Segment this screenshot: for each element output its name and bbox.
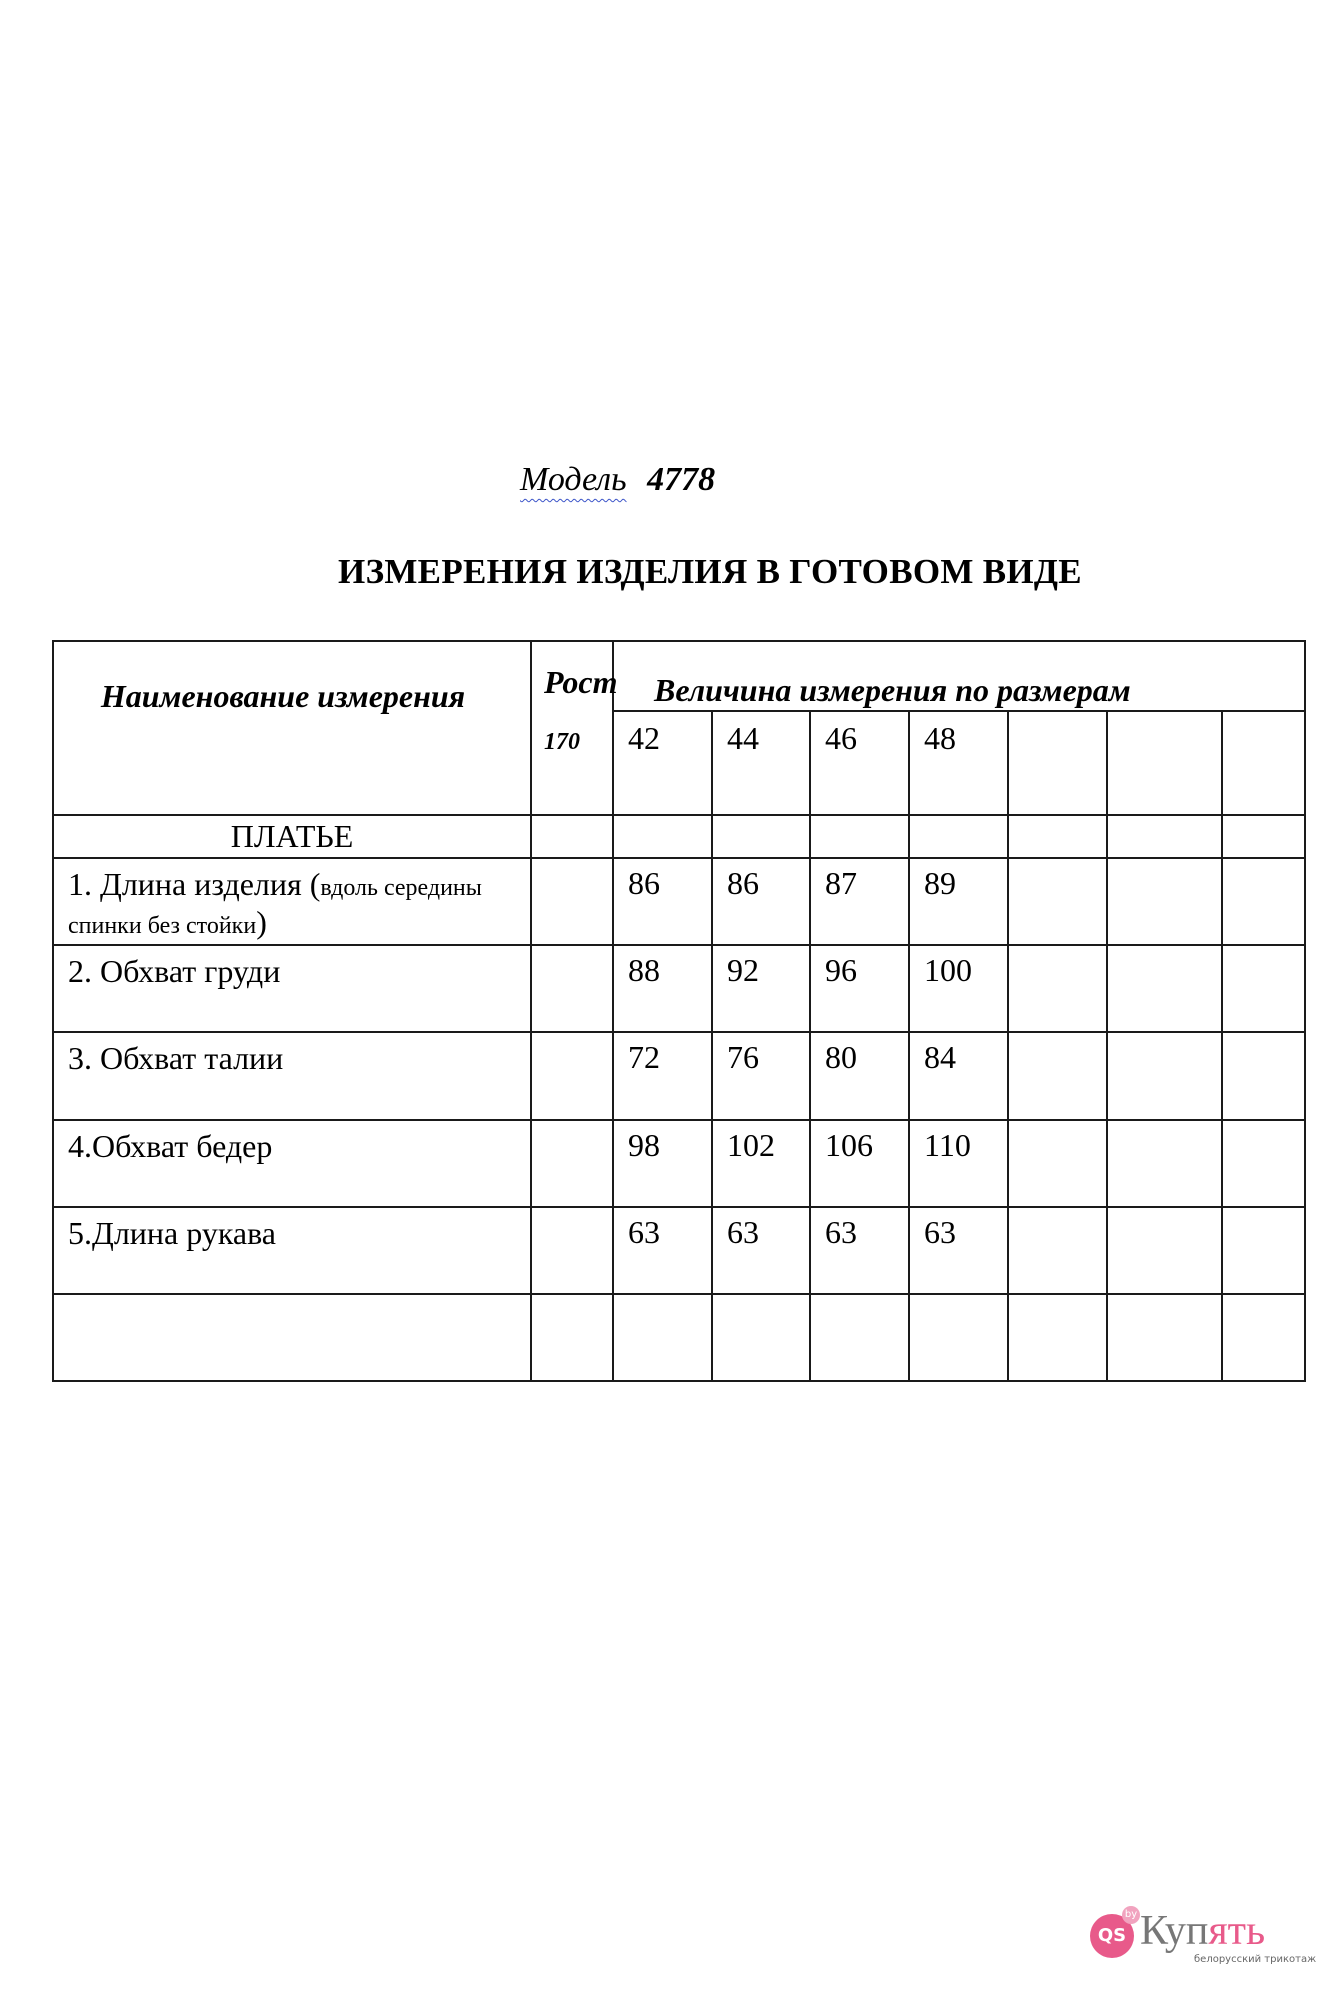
empty-cell: [613, 1294, 712, 1381]
model-number: 4778: [647, 461, 716, 498]
table-row: [53, 1032, 1305, 1120]
value-cell: 88: [613, 945, 712, 1032]
rost-cell: [531, 1207, 613, 1294]
value-cell: [1222, 1207, 1305, 1294]
table-row-empty: [53, 1294, 1305, 1381]
size-header: 46: [810, 711, 909, 815]
header-values: Величина измерения по размерам: [613, 641, 1305, 711]
value-cell: 110: [909, 1120, 1008, 1207]
logo-text-a: Куп: [1140, 1908, 1209, 1954]
value-cell: [1107, 1032, 1222, 1120]
rost-cell: [531, 858, 613, 945]
value-cell: 72: [613, 1032, 712, 1120]
value-cell: [1008, 1207, 1107, 1294]
empty-cell: [712, 815, 810, 858]
empty-cell: [531, 815, 613, 858]
logo-text-b: ять: [1208, 1908, 1266, 1954]
empty-cell: [1222, 1294, 1305, 1381]
value-cell: 86: [712, 858, 810, 945]
value-cell: 63: [613, 1207, 712, 1294]
value-cell: [1222, 1032, 1305, 1120]
model-label: Модель: [520, 461, 627, 498]
value-cell: 63: [712, 1207, 810, 1294]
size-header: 44: [712, 711, 810, 815]
table-row: [53, 1207, 1305, 1294]
empty-cell: [53, 1294, 531, 1381]
value-cell: 86: [613, 858, 712, 945]
measurement-name: 4.Обхват бедер: [53, 1120, 531, 1207]
empty-cell: [712, 1294, 810, 1381]
value-cell: [1222, 858, 1305, 945]
rost-cell: [531, 1032, 613, 1120]
value-cell: 84: [909, 1032, 1008, 1120]
document-title: ИЗМЕРЕНИЯ ИЗДЕЛИЯ В ГОТОВОМ ВИДЕ: [338, 552, 1082, 591]
measurement-name: [53, 858, 531, 945]
value-cell: [1107, 1207, 1222, 1294]
rost-cell: [531, 945, 613, 1032]
header-rost: [531, 641, 618, 815]
empty-cell: [810, 815, 909, 858]
value-cell: [1222, 1120, 1305, 1207]
value-cell: 98: [613, 1120, 712, 1207]
size-header: 48: [909, 711, 1008, 815]
size-header: [1222, 711, 1305, 815]
header-rost-label: Рост: [544, 664, 618, 700]
empty-cell: [613, 815, 712, 858]
empty-cell: [909, 1294, 1008, 1381]
empty-cell: [531, 1294, 613, 1381]
value-cell: [1008, 1120, 1107, 1207]
empty-cell: [1107, 815, 1222, 858]
value-cell: [1008, 945, 1107, 1032]
value-cell: 63: [810, 1207, 909, 1294]
value-cell: [1008, 858, 1107, 945]
value-cell: 100: [909, 945, 1008, 1032]
table-row: [53, 1120, 1305, 1207]
rost-cell: [531, 1120, 613, 1207]
logo-circle-icon: QS: [1090, 1914, 1134, 1958]
header-name: Наименование измерения: [53, 641, 531, 815]
measurement-name-text: 1. Длина изделия (: [68, 866, 321, 902]
value-cell: 106: [810, 1120, 909, 1207]
logo-text: [1140, 1910, 1265, 1952]
size-header: [1107, 711, 1222, 815]
measurement-name: 3. Обхват талии: [53, 1032, 531, 1120]
size-header: [1008, 711, 1107, 815]
empty-cell: [810, 1294, 909, 1381]
value-cell: [1107, 945, 1222, 1032]
measurement-name: 2. Обхват груди: [53, 945, 531, 1032]
empty-cell: [1222, 815, 1305, 858]
empty-cell: [1008, 1294, 1107, 1381]
value-cell: [1008, 1032, 1107, 1120]
value-cell: 80: [810, 1032, 909, 1120]
value-cell: 89: [909, 858, 1008, 945]
value-cell: [1222, 945, 1305, 1032]
value-cell: 76: [712, 1032, 810, 1120]
value-cell: 92: [712, 945, 810, 1032]
rost-value: 170: [544, 729, 580, 755]
empty-cell: [909, 815, 1008, 858]
value-cell: 102: [712, 1120, 810, 1207]
value-cell: 63: [909, 1207, 1008, 1294]
measurement-note-close: ): [256, 904, 267, 941]
section-label: ПЛАТЬЕ: [53, 815, 531, 858]
value-cell: 87: [810, 858, 909, 945]
size-table: [52, 640, 1306, 1382]
logo-badge: by: [1122, 1906, 1140, 1924]
value-cell: 96: [810, 945, 909, 1032]
value-cell: [1107, 858, 1222, 945]
brand-logo: [1086, 1908, 1317, 1968]
model-heading: [520, 463, 920, 497]
size-header: 42: [613, 711, 712, 815]
measurement-note: вдоль середины спинки без стойки: [68, 875, 482, 940]
value-cell: [1107, 1120, 1222, 1207]
empty-cell: [1107, 1294, 1222, 1381]
table-row: [53, 945, 1305, 1032]
logo-tagline: белорусский трикотаж: [1194, 1954, 1317, 1965]
table-row: [53, 858, 1305, 945]
measurement-name: 5.Длина рукава: [53, 1207, 531, 1294]
empty-cell: [1008, 815, 1107, 858]
